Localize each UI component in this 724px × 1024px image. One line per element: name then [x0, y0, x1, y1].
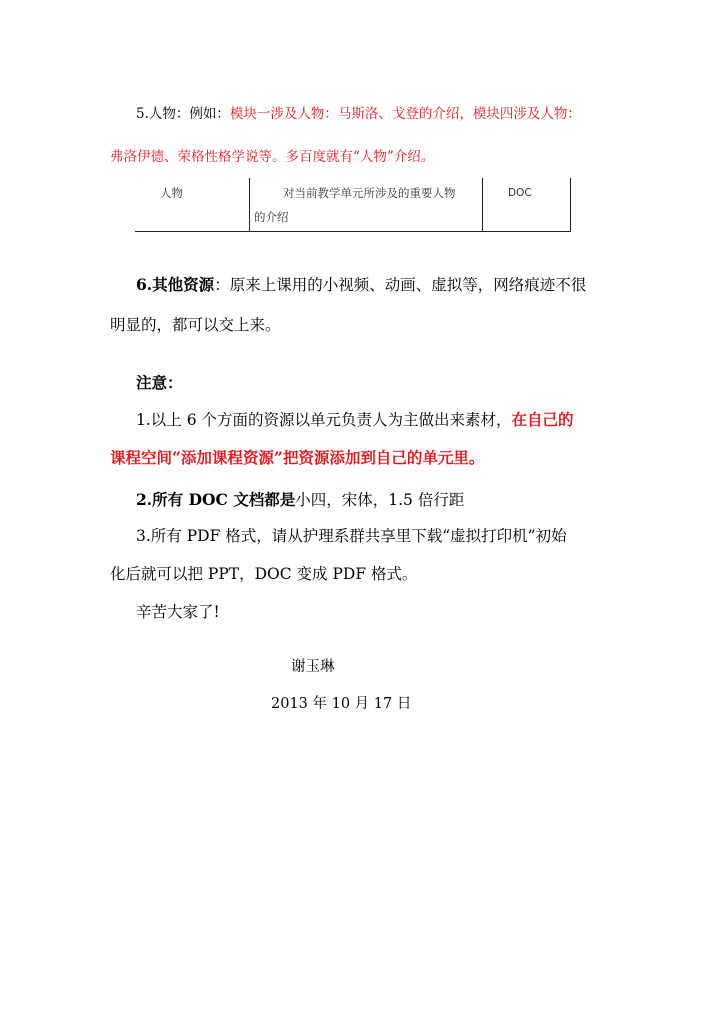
thanks-text: 辛苦大家了! [136, 603, 220, 621]
signature-name: 谢玉琳 [291, 659, 335, 675]
table-cell-description-line2: 的介绍 [254, 210, 289, 224]
notes-heading: 注意： [136, 373, 183, 392]
note1-line1 [136, 408, 574, 430]
note2 [136, 488, 464, 510]
section5-prefix: 5.人物：例如： [136, 106, 230, 122]
table-cell-description-line1: 对当前教学单元所涉及的重要人物 [283, 186, 456, 200]
note3-line2: 化后就可以把 PPT，DOC 变成 PDF 格式。 [110, 565, 418, 583]
note1-highlight: 在自己的 [511, 410, 574, 429]
table-cell-format-text: DOC [508, 187, 532, 199]
section5-line2: 弗洛伊德、荣格性格学说等。多百度就有“人物”介绍。 [110, 149, 435, 165]
section6-text: ：原来上课用的小视频、动画、虚拟等，网络痕迹不很 [214, 276, 587, 294]
section5-line1 [136, 102, 581, 122]
note1-line2: 课程空间“添加课程资源”把资源添加到自己的单元里。 [110, 448, 485, 467]
table-cell-type [135, 178, 250, 232]
note1-text: 1.以上 6 个方面的资源以单元负责人为主做出来素材， [136, 411, 512, 429]
signature-date: 2013 年 10 月 17 日 [271, 696, 412, 712]
section6-heading: 6.其他资源 [136, 275, 215, 294]
section6-line1 [136, 273, 586, 295]
section6-line2: 明显的，都可以交上来。 [110, 316, 281, 334]
section5-example-text: 模块一涉及人物：马斯洛、戈登的介绍，模块四涉及人物： [229, 106, 581, 122]
table-cell-type-text: 人物 [160, 186, 183, 200]
note2-text: 小四，宋体，1.5 倍行距 [295, 491, 465, 509]
note2-bold: 2.所有 DOC 文档都是 [136, 490, 296, 509]
note3-line1: 3.所有 PDF 格式，请从护理系群共享里下载“虚拟打印机”初始 [136, 527, 567, 545]
